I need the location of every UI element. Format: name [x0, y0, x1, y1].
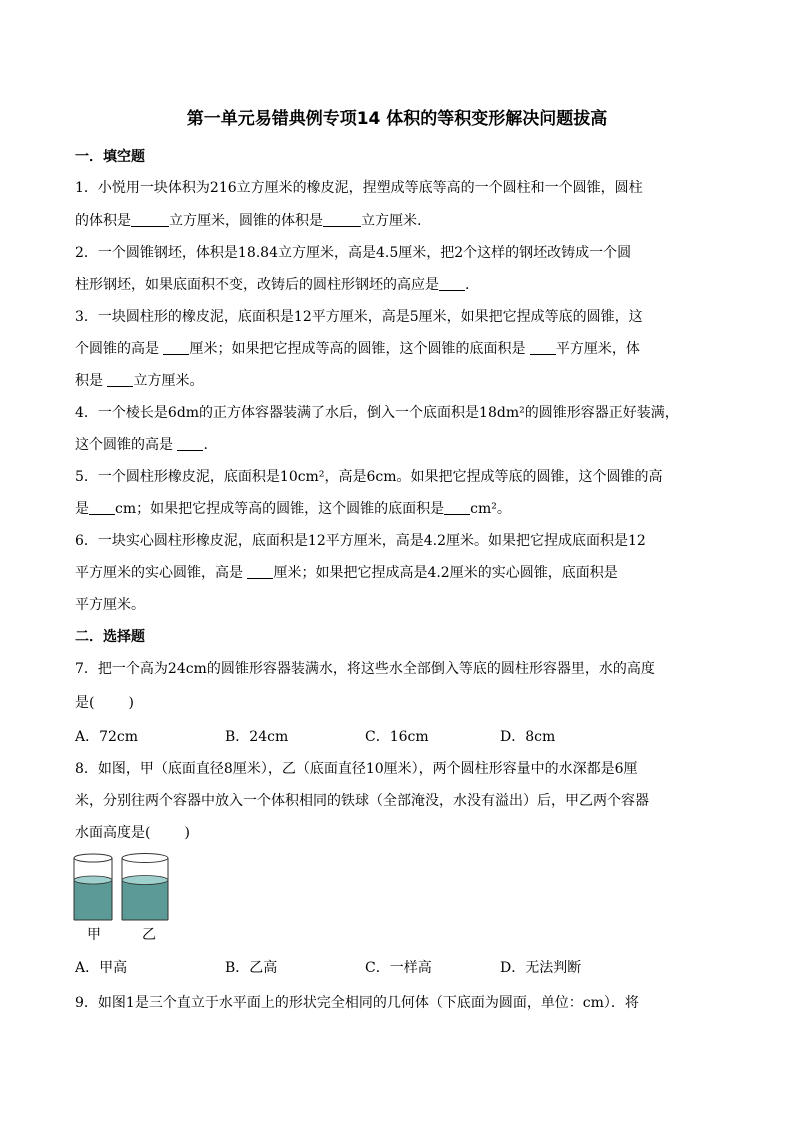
answer-blank[interactable]: [247, 564, 273, 579]
q3-text-c: 平方厘米，体: [555, 341, 640, 357]
q7-option-d[interactable]: D．8cm: [500, 729, 556, 745]
rim-jia: [74, 854, 112, 862]
question-8-line-1: 8．如图，甲（底面直径8厘米），乙（底面直径10厘米），两个圆柱形容量中的水深都是6厘: [75, 761, 638, 777]
question-1-line-1: 1．小悦用一块体积为216立方厘米的橡皮泥，捏塑成等底等高的一个圆柱和一个圆锥，圆柱: [75, 180, 643, 196]
water-surface-jia: [74, 876, 112, 884]
question-7-line-1: 7．把一个高为24cm的圆锥形容器装满水，将这些水全部倒入等底的圆柱形容器里，水的高度: [75, 661, 655, 677]
question-5-line-2: [75, 498, 511, 518]
section-fill-blank-heading: 一．填空题: [75, 149, 145, 165]
q8-option-d[interactable]: D．无法判断: [500, 960, 582, 976]
q3-text-a: 个圆锥的高是: [75, 341, 164, 357]
figure-label-yi: 乙: [142, 927, 156, 943]
q5-text-b: cm；如果把它捏成等高的圆锥，这个圆锥的底面积是: [115, 501, 445, 517]
question-3-line-2: [75, 338, 640, 358]
question-9-line-1: 9．如图1是三个直立于水平面上的形状完全相同的几何体（下底面为圆面，单位：cm）．将: [75, 995, 639, 1011]
q7-text-a: 是(: [75, 695, 95, 711]
question-6-line-1: 6．一块实心圆柱形橡皮泥，底面积是12平方厘米，高是4.2厘米。如果把它捏成底面积是12: [75, 533, 646, 549]
q2-text-b: .: [465, 277, 470, 293]
rim-yi: [122, 854, 168, 863]
water-yi: [122, 880, 168, 920]
answer-blank[interactable]: [131, 212, 169, 227]
question-3-line-3: [75, 370, 203, 390]
water-surface-yi: [122, 876, 168, 885]
q1-text-c: 立方厘米.: [361, 213, 422, 229]
question-6-line-2: [75, 562, 618, 582]
q4-text-a: 这个圆锥的高是: [75, 437, 178, 453]
q2-text-a: 柱形钢坯，如果底面积不变，改铸后的圆柱形钢坯的高应是: [75, 277, 439, 293]
figure-label-jia: 甲: [87, 927, 101, 943]
q1-text-b: 立方厘米，圆锥的体积是: [169, 213, 323, 229]
q3-text-e: 立方厘米。: [133, 373, 204, 389]
question-6-line-3: 平方厘米。: [75, 597, 145, 613]
q5-text-c: cm²。: [470, 501, 511, 517]
q1-text-a: 的体积是: [75, 213, 131, 229]
q8-option-c[interactable]: C．一样高: [365, 960, 432, 976]
q8-text-a: 水面高度是(: [75, 825, 151, 841]
question-8-line-3: [75, 822, 190, 842]
question-1-line-2: [75, 210, 421, 230]
cylinder-yi: [122, 854, 168, 921]
answer-blank[interactable]: [323, 212, 361, 227]
page-title: 第一单元易错典例专项14 体积的等积变形解决问题拔高: [186, 109, 608, 129]
q7-option-c[interactable]: C．16cm: [365, 729, 429, 745]
q5-text-a: 是: [75, 501, 89, 517]
question-3-line-1: 3．一块圆柱形的橡皮泥，底面积是12平方厘米，高是5厘米，如果把它捏成等底的圆锥，这: [75, 309, 643, 325]
q6-text-a: 平方厘米的实心圆锥，高是: [75, 565, 248, 581]
q7-text-b: ): [128, 695, 134, 711]
answer-blank[interactable]: [439, 276, 465, 291]
question-2-line-1: 2．一个圆锥钢坯，体积是18.84立方厘米，高是4.5厘米，把2个这样的钢坯改铸成一个圆: [75, 245, 632, 261]
answer-blank[interactable]: [107, 372, 133, 387]
answer-blank[interactable]: [89, 500, 115, 515]
answer-blank[interactable]: [163, 340, 189, 355]
q3-text-b: 厘米；如果把它捏成等高的圆锥，这个圆锥的底面积是: [189, 341, 530, 357]
water-jia: [74, 880, 112, 920]
q8-option-a[interactable]: A．甲高: [75, 960, 128, 976]
answer-blank[interactable]: [177, 436, 203, 451]
question-7-line-2: [75, 692, 134, 712]
answer-blank[interactable]: [530, 340, 556, 355]
cylinder-jia: [74, 854, 112, 920]
question-8-line-2: 米，分别往两个容器中放入一个体积相同的铁球（全部淹没，水没有溢出）后，甲乙两个容器: [75, 793, 649, 809]
q3-text-d: 积是: [75, 373, 108, 389]
question-2-line-2: [75, 274, 469, 294]
question-5-line-1: 5．一个圆柱形橡皮泥，底面积是10cm²，高是6cm。如果把它捏成等底的圆锥，这个圆锥的高: [75, 469, 663, 485]
q7-option-a[interactable]: A．72cm: [75, 729, 139, 745]
q8-text-b: ): [184, 825, 190, 841]
question-4-line-1: 4．一个棱长是6dm的正方体容器装满了水后，倒入一个底面积是18dm²的圆锥形容器正好装满，: [75, 405, 679, 421]
q8-option-b[interactable]: B．乙高: [225, 960, 278, 976]
section-choice-heading: 二．选择题: [75, 629, 145, 645]
q7-option-b[interactable]: B．24cm: [225, 729, 289, 745]
q4-text-b: .: [203, 437, 208, 453]
answer-blank[interactable]: [444, 500, 470, 515]
q6-text-b: 厘米；如果把它捏成高是4.2厘米的实心圆锥，底面积是: [273, 565, 618, 581]
question-4-line-2: [75, 434, 208, 454]
